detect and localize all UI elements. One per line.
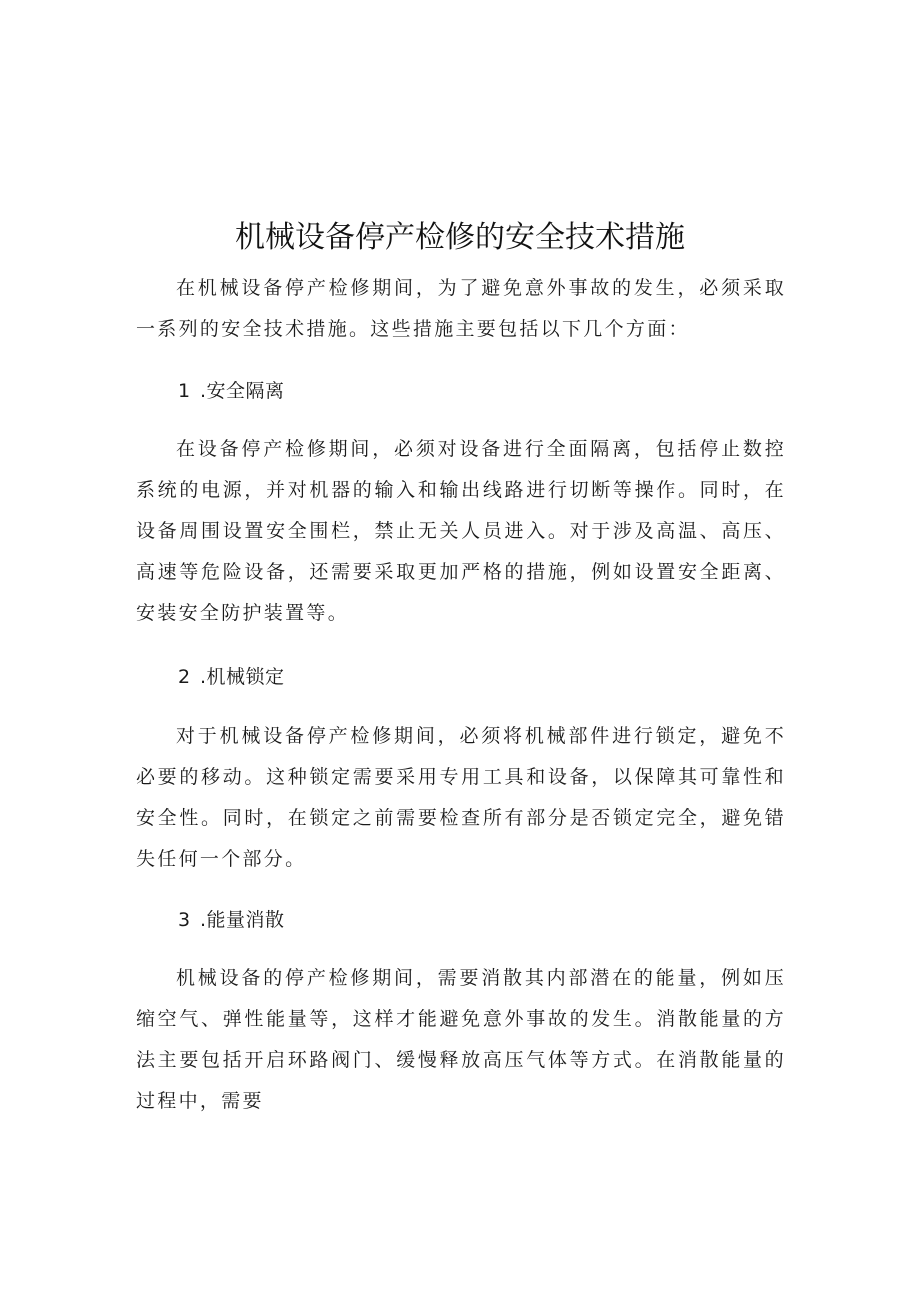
section-heading-text: .安全隔离	[200, 380, 285, 402]
section-heading	[178, 905, 285, 935]
section-paragraph: 对于机械设备停产检修期间，必须将机械部件进行锁定，避免不必要的移动。这种锁定需要采用专用工具和设备，以保障其可靠性和安全性。同时，在锁定之前需要检查所有部分是否锁定完全，避免错失任何一个部分。	[136, 725, 786, 870]
section-paragraph: 在设备停产检修期间，必须对设备进行全面隔离，包括停止数控系统的电源，并对机器的输入和输出线路进行切断等操作。同时，在设备周围设置安全围栏，禁止无关人员进入。对于涉及高温、高压、高速等危险设备，还需要采取更加严格的措施，例如设置安全距离、安装安全防护装置等。	[136, 438, 786, 624]
section-number: 1	[178, 380, 191, 402]
section-heading-text: .能量消散	[200, 909, 285, 931]
intro-paragraph: 在机械设备停产检修期间，为了避免意外事故的发生，必须采取一系列的安全技术措施。这些措施主要包括以下几个方面：	[136, 277, 786, 340]
section-paragraph: 机械设备的停产检修期间，需要消散其内部潜在的能量，例如压缩空气、弹性能量等，这样才能避免意外事故的发生。消散能量的方法主要包括开启环路阀门、缓慢释放高压气体等方式。在消散能量的过程中，需要	[136, 967, 786, 1112]
section-heading-text: .机械锁定	[200, 666, 285, 688]
document-title: 机械设备停产检修的安全技术措施	[235, 220, 685, 255]
section-heading	[178, 376, 285, 406]
section-number: 3	[178, 909, 191, 931]
section-number: 2	[178, 666, 191, 688]
section-heading	[178, 662, 285, 692]
